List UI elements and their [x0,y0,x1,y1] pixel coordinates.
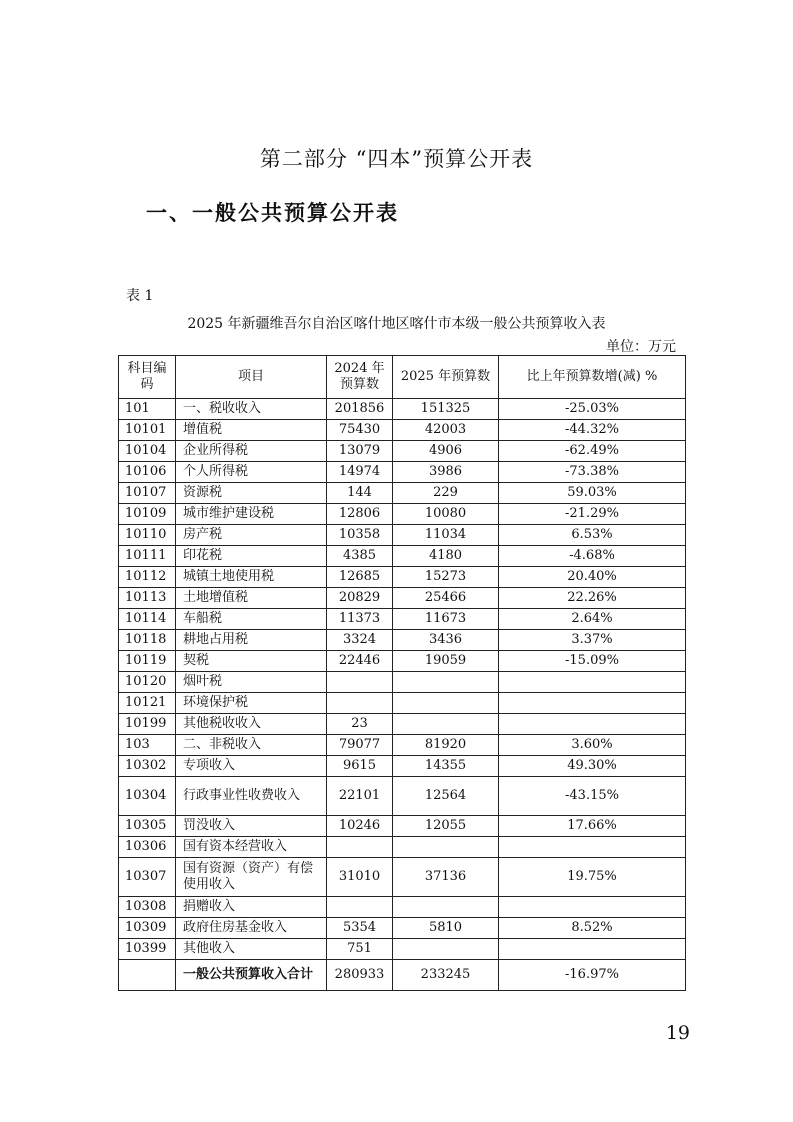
row-item: 土地增值税 [176,588,327,609]
row-budget-2025: 25466 [393,588,499,609]
row-code: 10106 [119,462,176,483]
row-code: 10110 [119,525,176,546]
row-item: 环境保护税 [176,693,327,714]
row-budget-2024 [327,693,393,714]
row-code: 10119 [119,651,176,672]
row-budget-2024: 79077 [327,735,393,756]
total-item: 一般公共预算收入合计 [176,960,327,991]
row-budget-2024 [327,837,393,858]
row-budget-2024: 22446 [327,651,393,672]
row-budget-2024: 12685 [327,567,393,588]
row-code: 10308 [119,897,176,918]
row-change: 17.66% [499,816,686,837]
header-item: 项目 [176,356,327,399]
table-row [119,525,686,546]
row-change: -21.29% [499,504,686,525]
row-code: 10111 [119,546,176,567]
table-label: 表 1 [126,288,154,304]
row-budget-2025 [393,714,499,735]
row-budget-2025 [393,897,499,918]
row-item: 捐赠收入 [176,897,327,918]
row-item: 国有资源（资产）有偿使用收入 [176,858,327,897]
row-code: 10307 [119,858,176,897]
total-row [119,960,686,991]
row-code: 10113 [119,588,176,609]
row-budget-2024: 3324 [327,630,393,651]
row-change [499,714,686,735]
table-row [119,462,686,483]
table-row [119,939,686,960]
table-row [119,756,686,777]
table-row [119,918,686,939]
table-row [119,714,686,735]
table-row [119,630,686,651]
row-item: 车船税 [176,609,327,630]
row-budget-2025: 12564 [393,777,499,816]
row-change: 3.37% [499,630,686,651]
row-item: 罚没收入 [176,816,327,837]
header-code: 科目编码 [119,356,176,399]
row-item: 个人所得税 [176,462,327,483]
row-budget-2024: 20829 [327,588,393,609]
row-change: -25.03% [499,399,686,420]
row-budget-2025 [393,693,499,714]
table-row [119,399,686,420]
row-code: 10101 [119,420,176,441]
row-code: 10112 [119,567,176,588]
row-code: 10399 [119,939,176,960]
section-title: 一、一般公共预算公开表 [146,200,399,225]
row-budget-2025: 10080 [393,504,499,525]
row-budget-2024: 4385 [327,546,393,567]
table-row [119,483,686,504]
row-budget-2024 [327,672,393,693]
row-budget-2025: 4906 [393,441,499,462]
row-change: 49.30% [499,756,686,777]
table-row [119,441,686,462]
total-code [119,960,176,991]
row-budget-2024: 5354 [327,918,393,939]
table-header-row [119,356,686,399]
row-code: 10109 [119,504,176,525]
row-item: 行政事业性收费收入 [176,777,327,816]
row-budget-2025: 4180 [393,546,499,567]
row-change [499,897,686,918]
header-change: 比上年预算数增(减) % [499,356,686,399]
row-change [499,837,686,858]
row-budget-2024: 144 [327,483,393,504]
row-budget-2025: 12055 [393,816,499,837]
budget-table [118,355,686,991]
row-change: -62.49% [499,441,686,462]
row-budget-2025: 3986 [393,462,499,483]
table-row [119,693,686,714]
row-change: -44.32% [499,420,686,441]
row-item: 政府住房基金收入 [176,918,327,939]
table-row [119,567,686,588]
row-code: 10104 [119,441,176,462]
table-row [119,777,686,816]
row-change: 8.52% [499,918,686,939]
row-code: 10309 [119,918,176,939]
row-change: -43.15% [499,777,686,816]
row-item: 烟叶税 [176,672,327,693]
row-code: 10107 [119,483,176,504]
row-budget-2024: 14974 [327,462,393,483]
row-change: 6.53% [499,525,686,546]
table-row [119,672,686,693]
row-item: 专项收入 [176,756,327,777]
row-item: 企业所得税 [176,441,327,462]
row-item: 印花税 [176,546,327,567]
row-item: 国有资本经营收入 [176,837,327,858]
row-budget-2024 [327,897,393,918]
table-row [119,546,686,567]
row-budget-2024: 201856 [327,399,393,420]
row-change: 22.26% [499,588,686,609]
row-code: 10304 [119,777,176,816]
row-budget-2025 [393,939,499,960]
row-code: 10118 [119,630,176,651]
row-code: 101 [119,399,176,420]
row-budget-2025 [393,672,499,693]
row-item: 耕地占用税 [176,630,327,651]
table-title: 2025 年新疆维吾尔自治区喀什地区喀什市本级一般公共预算收入表 [187,316,606,332]
table-row [119,897,686,918]
row-budget-2025: 11673 [393,609,499,630]
row-budget-2025: 5810 [393,918,499,939]
row-item: 房产税 [176,525,327,546]
total-budget-2024: 280933 [327,960,393,991]
row-code: 10302 [119,756,176,777]
row-budget-2024: 13079 [327,441,393,462]
row-budget-2025: 37136 [393,858,499,897]
total-budget-2025: 233245 [393,960,499,991]
row-item: 契税 [176,651,327,672]
row-budget-2024: 12806 [327,504,393,525]
row-change: 2.64% [499,609,686,630]
row-code: 10114 [119,609,176,630]
row-item: 资源税 [176,483,327,504]
row-item: 城镇土地使用税 [176,567,327,588]
row-budget-2024: 10358 [327,525,393,546]
row-code: 103 [119,735,176,756]
row-budget-2025 [393,837,499,858]
row-budget-2025: 11034 [393,525,499,546]
row-code: 10305 [119,816,176,837]
row-budget-2025: 14355 [393,756,499,777]
row-budget-2025: 15273 [393,567,499,588]
row-item: 增值税 [176,420,327,441]
table-row [119,504,686,525]
row-code: 10199 [119,714,176,735]
row-change: 59.03% [499,483,686,504]
table-row [119,651,686,672]
row-change [499,672,686,693]
row-item: 二、非税收入 [176,735,327,756]
row-change: -4.68% [499,546,686,567]
row-budget-2024: 11373 [327,609,393,630]
unit-label: 单位：万元 [606,339,676,355]
table-row [119,735,686,756]
row-budget-2024: 751 [327,939,393,960]
part-title: 第二部分 “四本”预算公开表 [259,147,534,171]
header-budget-2025: 2025 年预算数 [393,356,499,399]
row-change: 19.75% [499,858,686,897]
row-item: 其他税收收入 [176,714,327,735]
row-budget-2024: 22101 [327,777,393,816]
row-budget-2025: 81920 [393,735,499,756]
row-budget-2025: 229 [393,483,499,504]
row-budget-2025: 3436 [393,630,499,651]
total-change: -16.97% [499,960,686,991]
row-change [499,693,686,714]
row-item: 城市维护建设税 [176,504,327,525]
table-row [119,609,686,630]
row-code: 10306 [119,837,176,858]
row-code: 10121 [119,693,176,714]
table-row [119,816,686,837]
page-number: 19 [665,1022,690,1044]
row-change: 20.40% [499,567,686,588]
table-row [119,588,686,609]
row-code: 10120 [119,672,176,693]
table-row [119,837,686,858]
row-change: 3.60% [499,735,686,756]
row-budget-2024: 10246 [327,816,393,837]
row-change: -73.38% [499,462,686,483]
row-budget-2025: 42003 [393,420,499,441]
table-row [119,420,686,441]
row-budget-2024: 31010 [327,858,393,897]
table-row [119,858,686,897]
row-change: -15.09% [499,651,686,672]
row-item: 其他收入 [176,939,327,960]
row-budget-2025: 19059 [393,651,499,672]
row-change [499,939,686,960]
header-budget-2024: 2024 年预算数 [327,356,393,399]
row-budget-2024: 23 [327,714,393,735]
row-budget-2025: 151325 [393,399,499,420]
row-budget-2024: 9615 [327,756,393,777]
row-item: 一、税收收入 [176,399,327,420]
row-budget-2024: 75430 [327,420,393,441]
